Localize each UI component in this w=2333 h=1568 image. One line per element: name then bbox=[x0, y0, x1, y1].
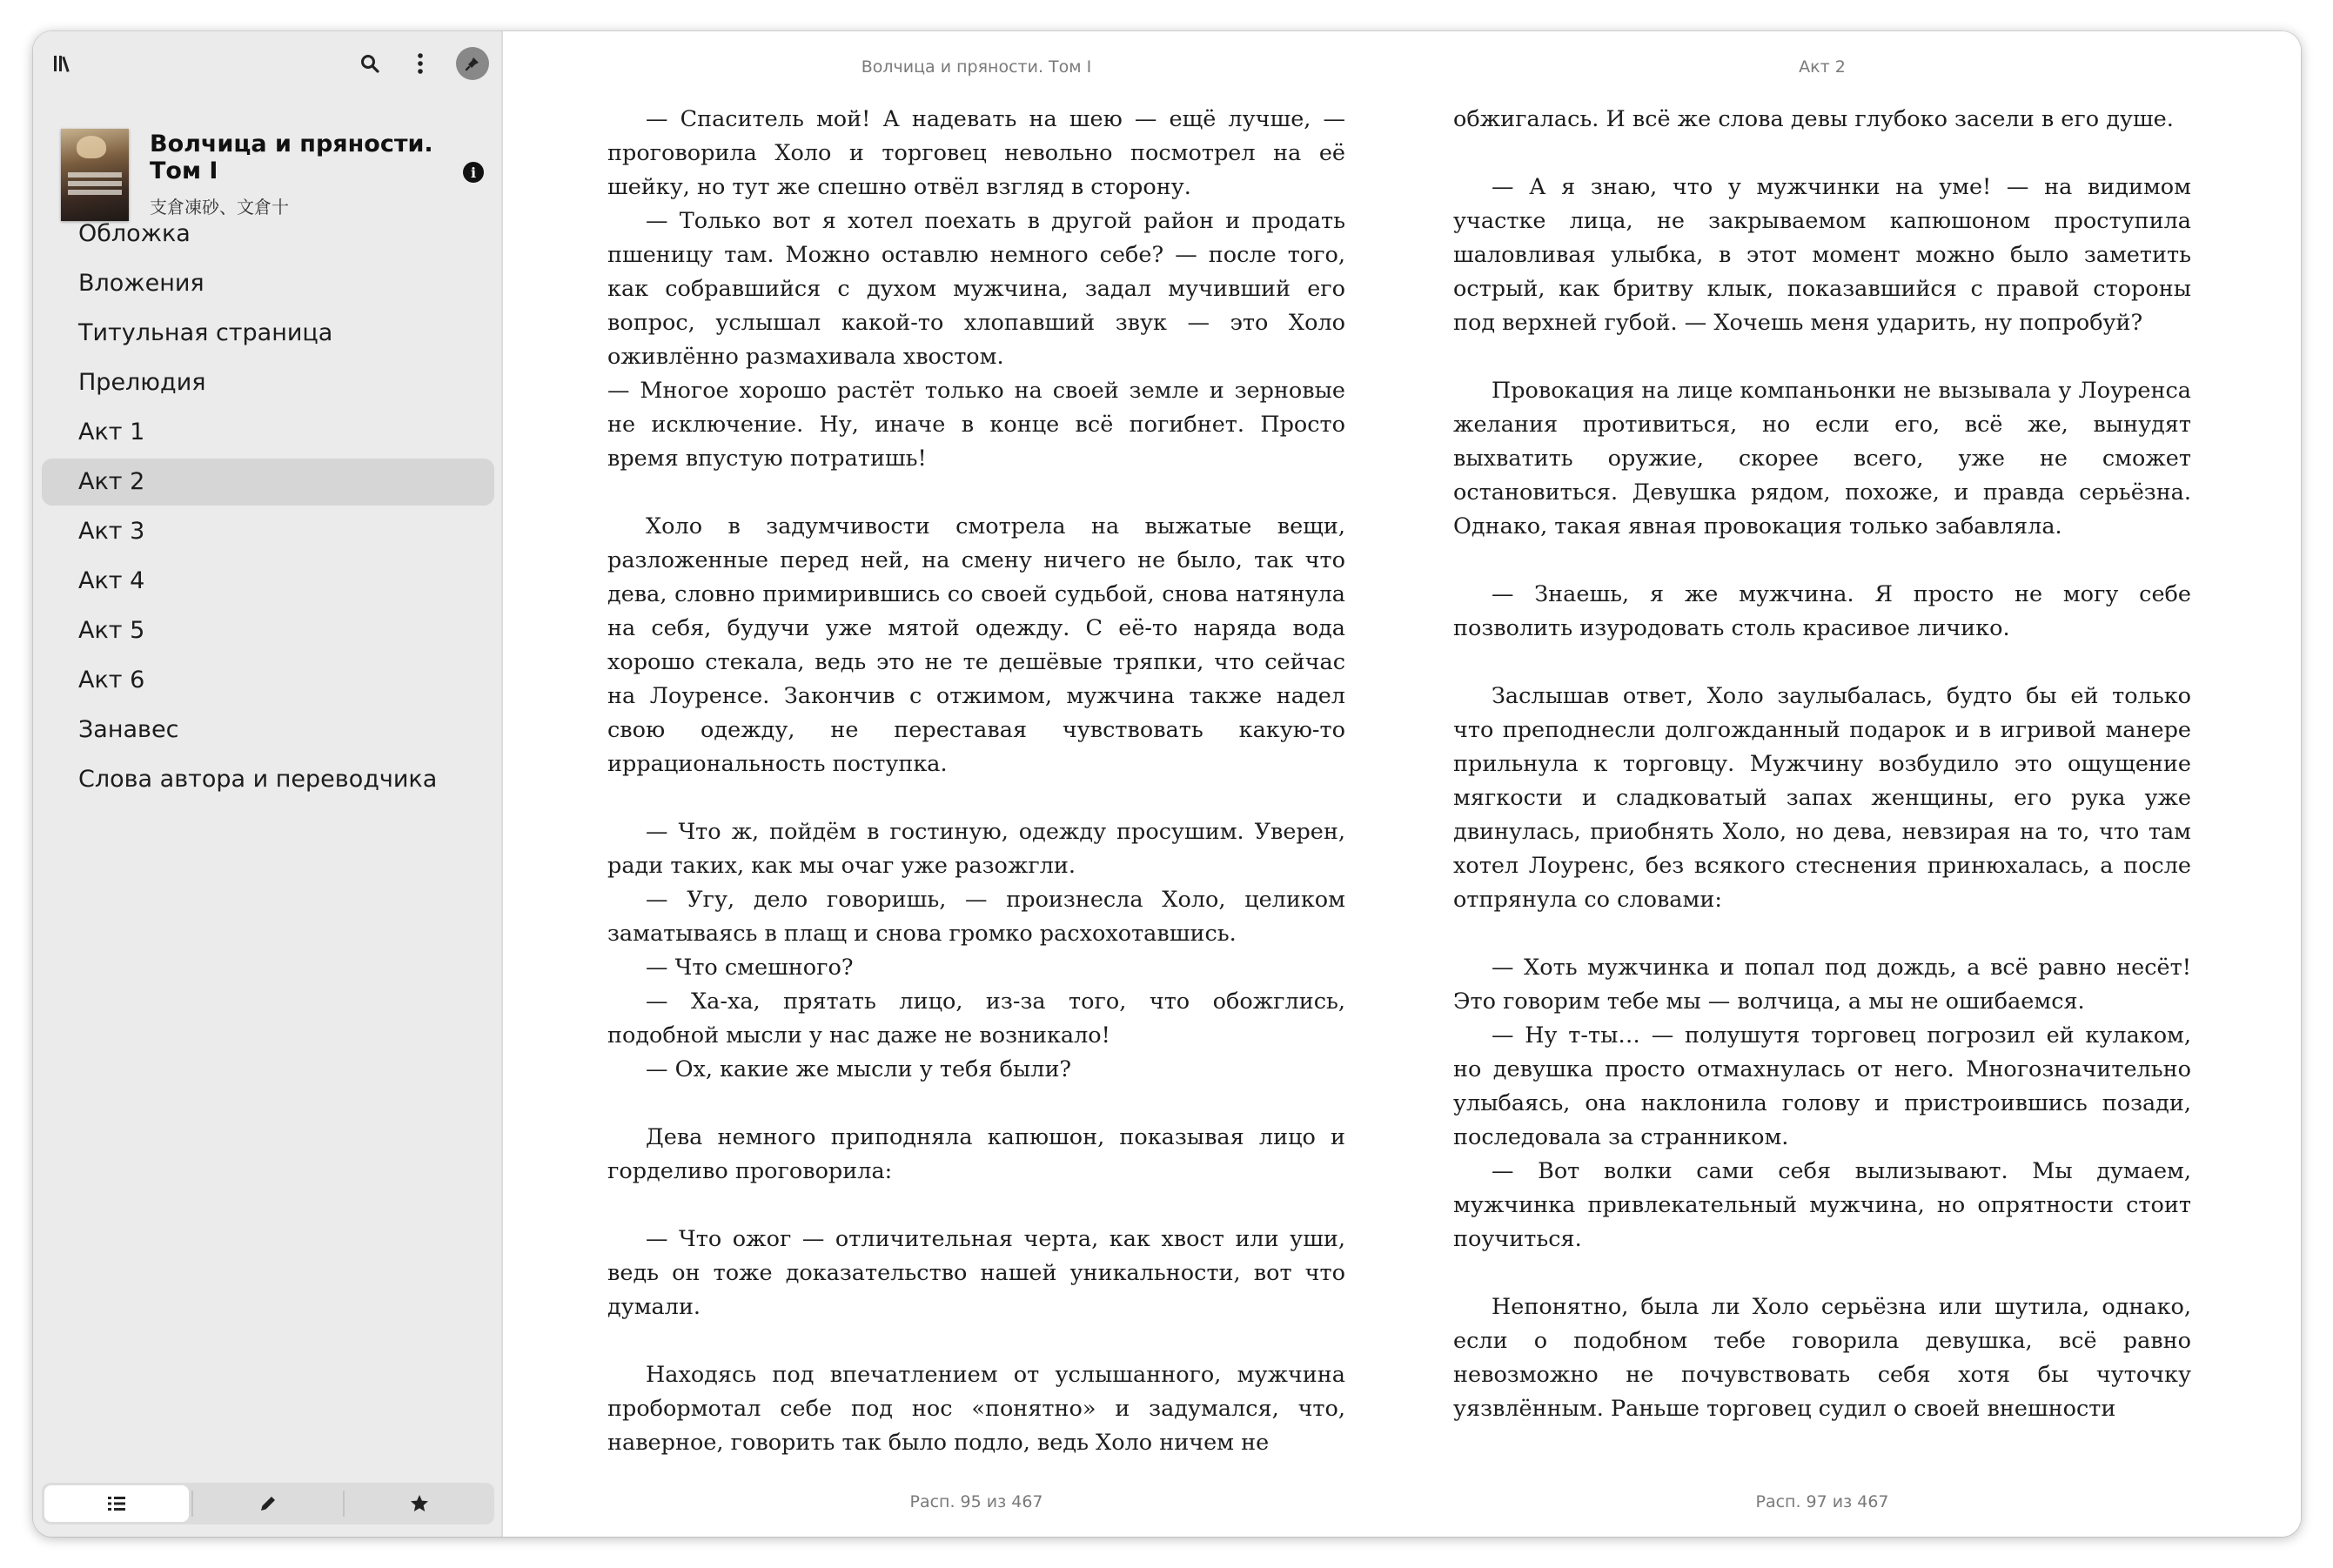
page-location: Расп. 97 из 467 bbox=[1755, 1492, 1889, 1511]
paragraph: Находясь под впечатлением от услышанного, мужчина пробормотал себе под нос «понятно» и задумался, что, наверное, говорить так было подло, ведь Холо ничем не bbox=[607, 1362, 1345, 1456]
toc-item[interactable]: Обложка bbox=[78, 220, 191, 247]
tab-separator bbox=[191, 1491, 193, 1517]
paragraph: Провокация на лице компаньонки не вызывала у Лоуренса желания противиться, но если его, всё же, вынудят выхватить оружие, скорее всего, уже не сможет остановиться. Девушка рядом, похоже, и правда серьёзна. Однако, такая явная провокация только забавляла. bbox=[1453, 378, 2191, 539]
paragraph: — Угу, дело говоришь, — произнесла Холо, целиком заматываясь в плащ и снова громко расхохотавшись. bbox=[607, 887, 1345, 947]
toc-item[interactable]: Акт 3 bbox=[78, 518, 145, 545]
paragraph: — Многое хорошо растёт только на своей земле и зерновые не исключение. Ну, иначе в конце всё погибнет. Просто время впустую потратишь! bbox=[607, 378, 1345, 472]
paragraph: — Что ж, пойдём в гостиную, одежду просушим. Уверен, ради таких, как мы очаг уже разожгли. bbox=[607, 819, 1345, 879]
toc-item[interactable]: Слова автора и переводчика bbox=[78, 766, 438, 793]
book-title: Волчица и пряности. Том I bbox=[150, 131, 433, 184]
toc-item[interactable]: Занавес bbox=[78, 716, 179, 743]
page-text[interactable] bbox=[1453, 103, 2191, 1462]
tab-bookmarks[interactable] bbox=[347, 1485, 492, 1522]
toc-item[interactable]: Титульная страница bbox=[78, 319, 333, 346]
table-of-contents bbox=[42, 211, 494, 806]
tab-separator bbox=[343, 1491, 345, 1517]
paragraph: — Ну т-ты… — полушутя торговец погрозил ей кулаком, но девушка просто отмахнулась от него. Многозначительно улыбаясь, она наклонила голову и пристроившись позади, последовала за странником. bbox=[1453, 1022, 2191, 1150]
more-vertical-icon bbox=[416, 52, 425, 75]
toc-item[interactable]: Акт 4 bbox=[78, 567, 145, 594]
sidebar-tab-bar bbox=[42, 1483, 494, 1524]
right-page bbox=[1453, 31, 2191, 1537]
paragraph: — Знаешь, я же мужчина. Я просто не могу себе позволить изуродовать столь красивое личико. bbox=[1453, 581, 2191, 641]
main-menu-button[interactable] bbox=[404, 47, 437, 80]
page-header: Акт 2 bbox=[1799, 57, 1846, 77]
toc-item[interactable]: Вложения bbox=[78, 270, 204, 297]
library-button[interactable] bbox=[47, 47, 80, 80]
paragraph: Дева немного приподняла капюшон, показывая лицо и горделиво проговорила: bbox=[607, 1124, 1345, 1184]
list-icon bbox=[106, 1495, 127, 1512]
pin-icon bbox=[464, 55, 481, 72]
toc-item[interactable]: Акт 6 bbox=[78, 667, 145, 694]
paragraph: обжигалась. И всё же слова девы глубоко засели в его душе. bbox=[1453, 106, 2174, 132]
page-header: Волчица и пряности. Том I bbox=[861, 57, 1092, 77]
book-author: 支倉凍砂、文倉十 bbox=[150, 197, 289, 218]
paragraph: — Вот волки сами себя вылизывают. Мы думаем, мужчинка привлекательный мужчина, но опрятности стоит поучиться. bbox=[1453, 1158, 2191, 1252]
library-icon bbox=[52, 53, 75, 74]
sidebar-header bbox=[33, 31, 501, 94]
book-cover[interactable] bbox=[61, 129, 129, 221]
star-icon bbox=[409, 1493, 430, 1514]
toc-item[interactable]: Акт 2 bbox=[42, 459, 494, 506]
toc-item[interactable]: Акт 5 bbox=[78, 617, 145, 644]
paragraph: — Что ожог — отличительная черта, как хвост или уши, ведь он тоже доказательство нашей уникальности, вот что думали. bbox=[607, 1226, 1345, 1320]
search-icon bbox=[359, 53, 380, 74]
reader-view[interactable] bbox=[503, 31, 2301, 1537]
paragraph: Непонятно, была ли Холо серьёзна или шутила, однако, если о подобном тебе говорила девушка, всё равно невозможно не почувствовать себя хотя бы чуточку уязвлённым. Раньше торговец судил о своей внешности bbox=[1453, 1294, 2191, 1422]
app-window bbox=[33, 31, 2301, 1537]
sidebar bbox=[33, 31, 503, 1537]
pin-sidebar-button[interactable] bbox=[456, 47, 489, 80]
toc-item[interactable]: Прелюдия bbox=[78, 369, 206, 396]
paragraph: Заслышав ответ, Холо заулыбалась, будто бы ей только что преподнесли долгожданный подарок и в игривой манере прильнула к торговцу. Мужчину возбудило это ощущение мягкости и сладковатый запах женщины, его рука уже двинулась, приобнять Холо, но дева, невзирая на то, что там хотел Лоуренс, без всякого стеснения принюхалась, а после отпрянула со словами: bbox=[1453, 683, 2191, 913]
paragraph: — Спаситель мой! А надевать на шею — ещё лучше, — проговорила Холо и торговец невольно посмотрел на её шейку, но тут же спешно отвёл взгляд в сторону. bbox=[607, 106, 1345, 200]
tab-contents[interactable] bbox=[44, 1485, 189, 1522]
book-info-button[interactable] bbox=[463, 162, 484, 183]
page-text[interactable] bbox=[607, 103, 1345, 1462]
toc-item[interactable]: Акт 1 bbox=[78, 419, 145, 446]
info-icon: i bbox=[470, 164, 477, 181]
left-page bbox=[607, 31, 1345, 1537]
paragraph: — Хоть мужчинка и попал под дождь, а всё равно несёт! Это говорим тебе мы — волчица, а мы не ошибаемся. bbox=[1453, 955, 2191, 1015]
paragraph: — Ха-ха, прятать лицо, из-за того, что обожглись, подобной мысли у нас даже не возникало! bbox=[607, 988, 1345, 1049]
paragraph: — Что смешного? bbox=[646, 955, 854, 981]
paragraph: Холо в задумчивости смотрела на выжатые вещи, разложенные перед ней, на смену ничего не было, так что дева, словно примирившись со своей судьбой, снова натянула на себя, будучи уже мятой одежду. С её-то наряда вода хорошо стекала, ведь это не те дешёвые тряпки, что сейчас на Лоуренсе. Закончив с отжимом, мужчина также надел свою одежду, не переставая чувствовать какую-то иррациональность поступка. bbox=[607, 513, 1345, 777]
pencil-icon bbox=[258, 1493, 278, 1514]
paragraph: — Ох, какие же мысли у тебя были? bbox=[646, 1056, 1072, 1082]
search-button[interactable] bbox=[353, 47, 386, 80]
tab-annotations[interactable] bbox=[196, 1485, 340, 1522]
paragraph: — Только вот я хотел поехать в другой район и продать пшеницу там. Можно оставлю немного себе? — после того, как собравшийся с духом мужчина, задал мучивший его вопрос, услышал какой-то хлопавший звук — это Холо оживлённо размахивала хвостом. bbox=[607, 208, 1345, 370]
book-card bbox=[33, 94, 501, 224]
page-location: Расп. 95 из 467 bbox=[909, 1492, 1043, 1511]
paragraph: — А я знаю, что у мужчинки на уме! — на видимом участке лица, не закрываемом капюшоном проступила шаловливая улыбка, в этот момент можно было заметить острый, как бритву клык, показавшийся с правой стороны под верхней губой. — Хочешь меня ударить, ну попробуй? bbox=[1453, 174, 2191, 336]
